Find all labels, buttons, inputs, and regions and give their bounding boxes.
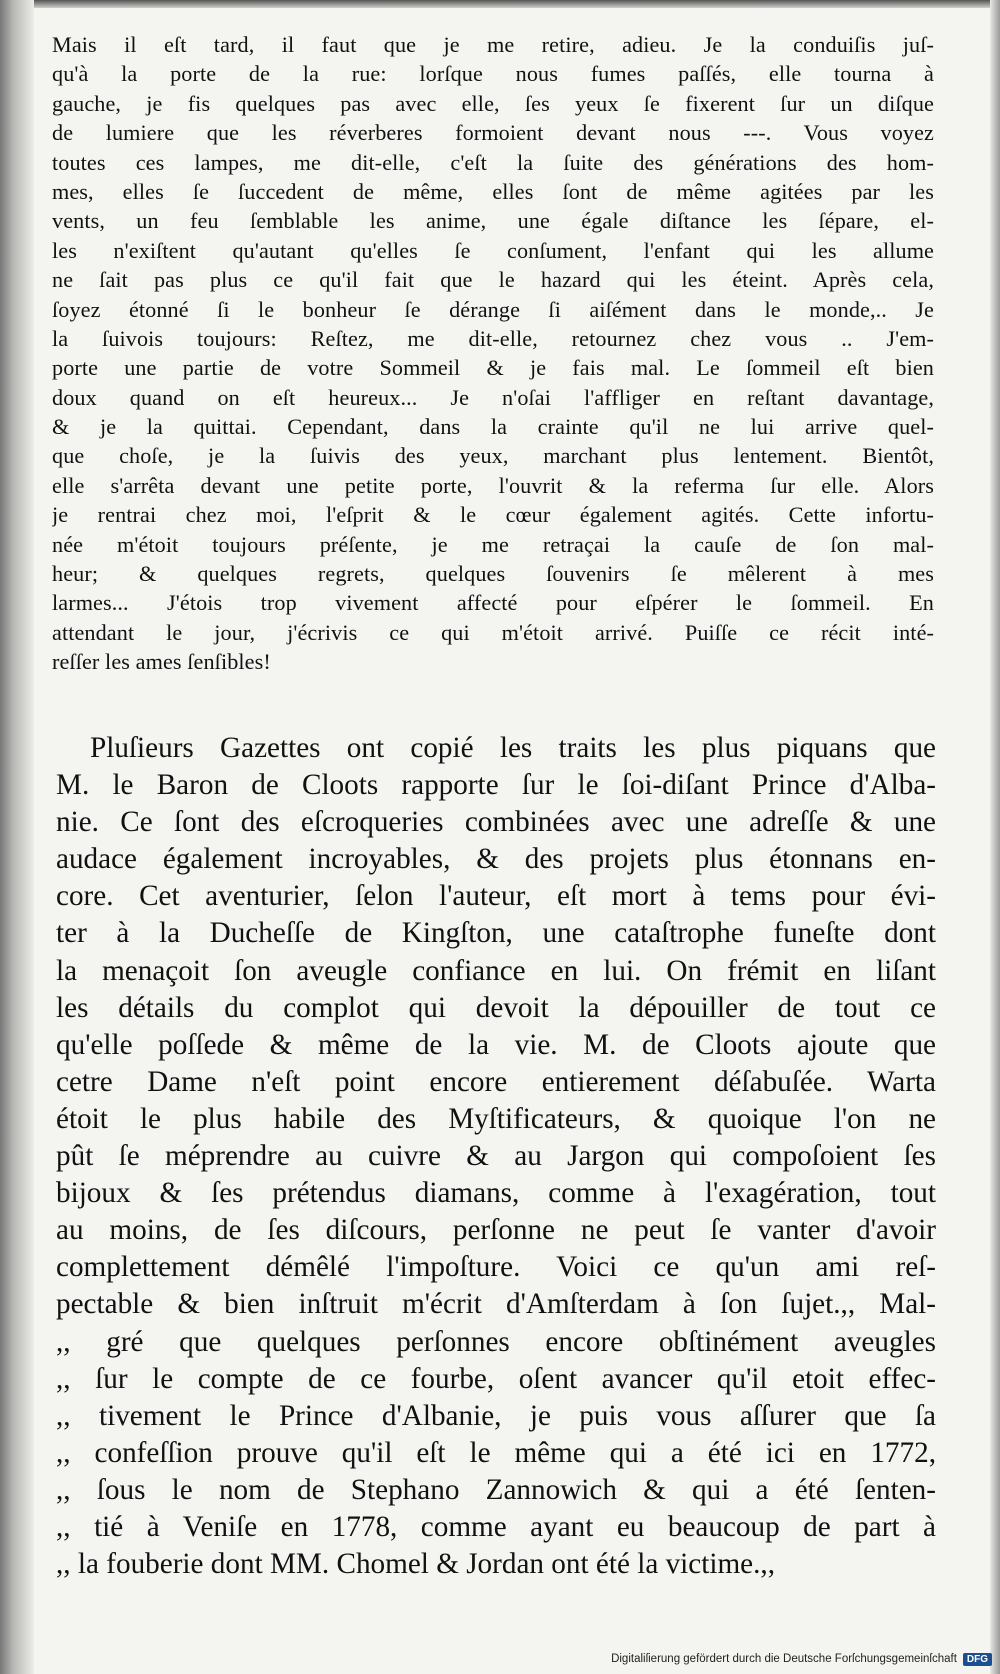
text-line: Mais il eſt tard, il faut que je me retire, adieu. Je la conduiſis juſ- xyxy=(52,32,934,57)
text-line: bijoux & ſes prétendus diamans, comme à l'exagération, tout xyxy=(56,1177,936,1210)
text-line: attendant le jour, j'écrivis ce qui m'étoit arrivé. Puiſſe ce récit inté- xyxy=(52,619,934,645)
page-top-shadow xyxy=(0,0,1000,8)
text-line: étoit le plus habile des Myſtificateurs, & quoique l'on ne xyxy=(56,1102,936,1135)
text-line: les détails du complot qui devoit la dépouiller de tout ce xyxy=(56,991,936,1024)
text-line: porte une partie de votre Sommeil & je fais mal. Le ſommeil eſt bien xyxy=(52,355,934,381)
text-line: ,, ſur le compte de ce fourbe, oſent avancer qu'il etoit effec- xyxy=(56,1362,936,1395)
text-line: gauche, je fis quelques pas avec elle, ſes yeux ſe fixerent ſur un diſque xyxy=(52,90,934,116)
text-line: les n'exiſtent qu'autant qu'elles ſe conſument, l'enfant qui les allume xyxy=(52,237,934,263)
text-line: & je la quittai. Cependant, dans la crainte qu'il ne lui arrive quel- xyxy=(52,414,934,440)
text-line: au moins, de ſes diſcours, perſonne ne peut ſe vanter d'avoir xyxy=(56,1214,936,1247)
text-line: de lumiere que les réverberes formoient devant nous ---. Vous voyez xyxy=(52,120,934,146)
gazette-paragraph xyxy=(56,730,936,1583)
text-line: M. le Baron de Cloots rapporte ſur le ſoi-diſant Prince d'Alba- xyxy=(56,769,936,802)
text-line: ſoyez étonné ſi le bonheur ſe dérange ſi aiſément dans le monde,.. Je xyxy=(52,296,934,322)
text-line: pectable & bien inſtruit m'écrit d'Amſterdam à ſon ſujet.,, Mal- xyxy=(56,1288,936,1321)
text-line: Pluſieurs Gazettes ont copié les traits les plus piquans que xyxy=(90,732,936,764)
text-line: qu'elle poſſede & même de la vie. M. de Cloots ajoute que xyxy=(56,1028,936,1061)
text-line: ,, gré que quelques perſonnes encore obſtinément aveugles xyxy=(56,1325,936,1358)
text-line: ter à la Ducheſſe de Kingſton, une cataſtrophe funeſte dont xyxy=(56,917,936,950)
text-line: pût ſe méprendre au cuivre & au Jargon qui compoſoient ſes xyxy=(56,1140,936,1173)
page-gutter-shadow xyxy=(0,0,34,1674)
text-line: la ſuivois toujours: Reſtez, me dit-elle, retournez chez vous .. J'em- xyxy=(52,325,934,351)
text-line: complettement démêlé l'impoſture. Voici ce qu'un ami reſ- xyxy=(56,1251,936,1284)
text-line: ,, confeſſion prouve qu'il eſt le même qui a été ici en 1772, xyxy=(56,1436,936,1469)
text-line: heur; & quelques regrets, quelques ſouvenirs ſe mêlerent à mes xyxy=(52,561,934,587)
story-paragraph xyxy=(52,30,934,677)
text-line: doux quand on eſt heureux... Je n'oſai l'affliger en reſtant davantage, xyxy=(52,384,934,410)
dfg-logo: DFG xyxy=(963,1653,992,1666)
text-line: cetre Dame n'eſt point encore entierement déſabuſée. Warta xyxy=(56,1065,936,1098)
text-line: mes, elles ſe ſuccedent de même, elles ſont de même agitées par les xyxy=(52,178,934,204)
text-line: ,, tié à Veniſe en 1778, comme ayant eu beaucoup de part à xyxy=(56,1510,936,1543)
text-line: vents, un feu ſemblable les anime, une égale diſtance les ſépare, el- xyxy=(52,208,934,234)
text-line: elle s'arrêta devant une petite porte, l'ouvrit & la referma ſur elle. Alors xyxy=(52,472,934,498)
text-line: que choſe, je la ſuivis des yeux, marchant plus lentement. Bientôt, xyxy=(52,443,934,469)
text-line: toutes ces lampes, me dit-elle, c'eſt la ſuite des générations des hom- xyxy=(52,149,934,175)
page-right-edge xyxy=(990,0,1000,1674)
text-line: née m'étoit toujours préſente, je me retraçai la cauſe de ſon mal- xyxy=(52,531,934,557)
footer-credit-text: Digitaliſierung gefördert durch die Deutsche Forſchungsgemeinſchaft xyxy=(611,1653,957,1665)
text-line: ,, ſous le nom de Stephano Zannowich & qui a été ſenten- xyxy=(56,1473,936,1506)
text-line: nie. Ce ſont des eſcroqueries combinées avec une adreſſe & une xyxy=(56,806,936,839)
text-line: la menaçoit ſon aveugle confiance en lui. On frémit en liſant xyxy=(56,954,936,987)
text-line: reſſer les ames ſenſibles! xyxy=(52,649,271,675)
text-line: ,, tivement le Prince d'Albanie, je puis vous aſſurer que ſa xyxy=(56,1399,936,1432)
digitization-footer xyxy=(611,1650,992,1668)
text-line: qu'à la porte de la rue: lorſque nous fumes paſſés, elle tourna à xyxy=(52,61,934,87)
text-line: audace également incroyables, & des projets plus étonnans en- xyxy=(56,843,936,876)
text-line: je rentrai chez moi, l'eſprit & le cœur également agités. Cette infortu- xyxy=(52,502,934,528)
text-line: ,, la fouberie dont MM. Chomel & Jordan ont été la victime.,, xyxy=(56,1548,775,1581)
text-line: core. Cet aventurier, ſelon l'auteur, eſt mort à tems pour évi- xyxy=(56,880,936,913)
text-line: larmes... J'étois trop vivement affecté pour eſpérer le ſommeil. En xyxy=(52,590,934,616)
text-line: ne ſait pas plus ce qu'il fait que le hazard qui les éteint. Après cela, xyxy=(52,267,934,293)
